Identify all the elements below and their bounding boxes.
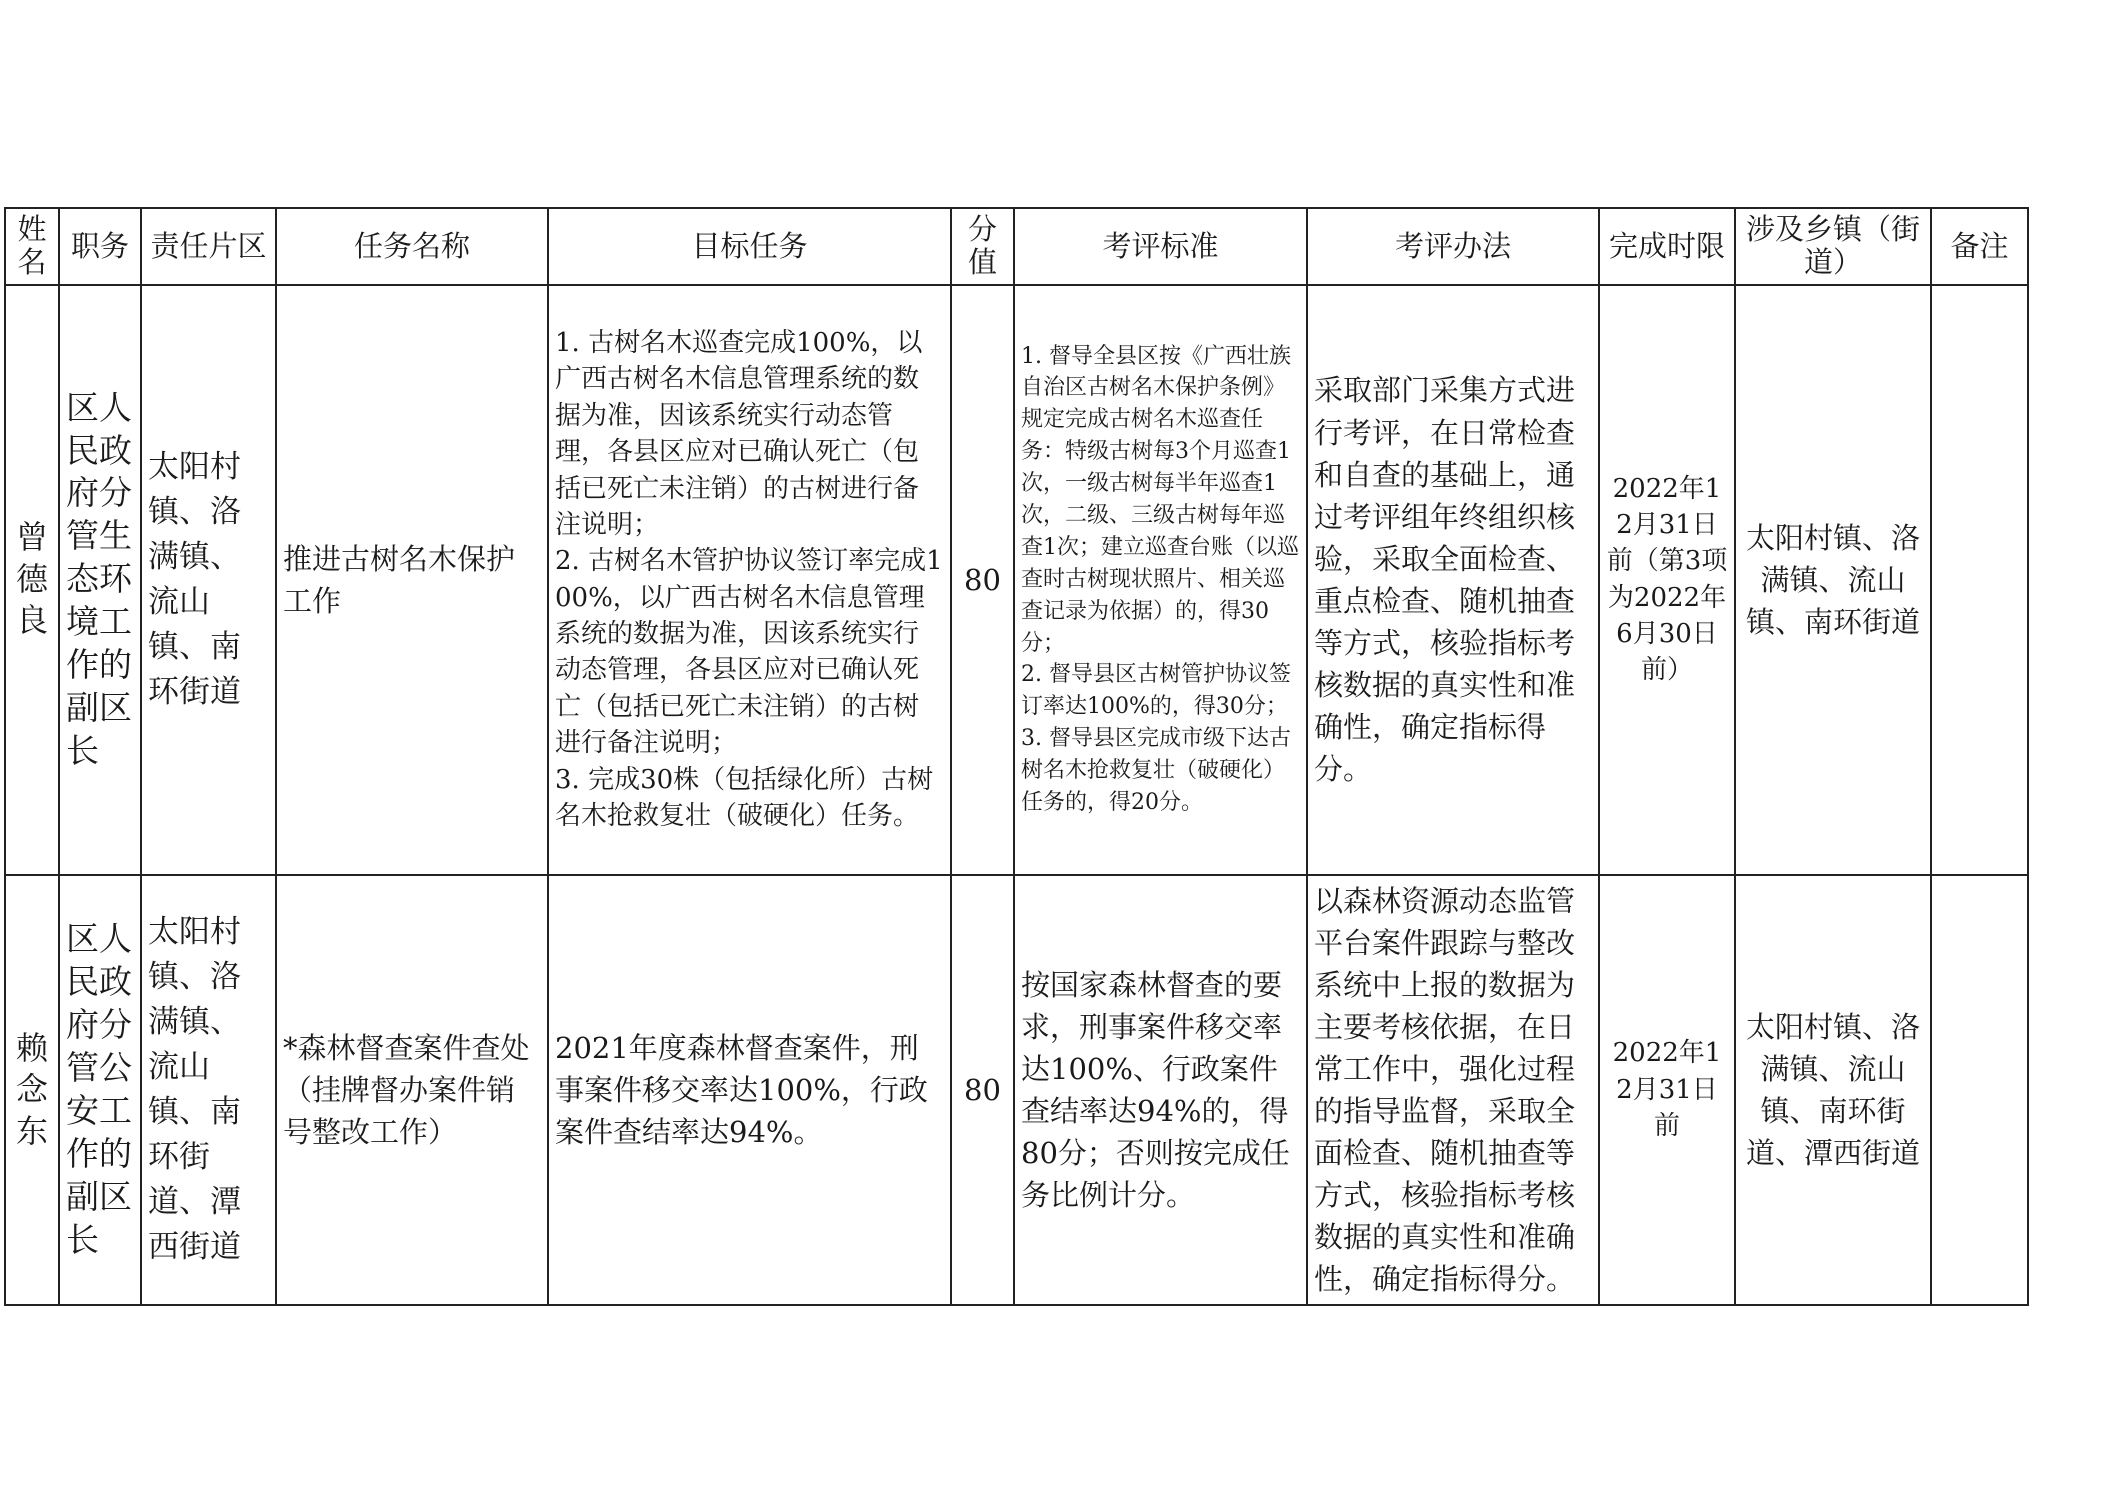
cell-area: 太阳村镇、洛满镇、流山镇、南环街道、潭西街道 bbox=[141, 875, 276, 1305]
cell-note bbox=[1931, 285, 2028, 875]
cell-name: 赖念东 bbox=[5, 875, 59, 1305]
cell-towns: 太阳村镇、洛满镇、流山镇、南环街道、潭西街道 bbox=[1735, 875, 1931, 1305]
cell-target: 2021年度森林督查案件，刑事案件移交率达100%，行政案件查结率达94%。 bbox=[548, 875, 951, 1305]
assessment-table bbox=[4, 207, 2029, 1306]
cell-note bbox=[1931, 875, 2028, 1305]
header-task: 任务名称 bbox=[276, 208, 548, 285]
cell-score: 80 bbox=[951, 875, 1014, 1305]
header-standard: 考评标准 bbox=[1014, 208, 1307, 285]
cell-standard: 1. 督导全县区按《广西壮族自治区古树名木保护条例》规定完成古树名木巡查任务：特级古树每3个月巡查1次，一级古树每半年巡查1次，二级、三级古树每年巡查1次；建立巡查台账（以巡查时古树现状照片、相关巡查记录为依据）的，得30分； 2. 督导县区古树管护协议签订率达100%的，得30分； 3. 督导县区完成市级下达古树名木抢救复壮（破硬化）任务的，得20分。 bbox=[1014, 285, 1307, 875]
header-duty: 职务 bbox=[59, 208, 141, 285]
cell-duty: 区人民政府分管生态环境工作的副区长 bbox=[59, 285, 141, 875]
cell-deadline: 2022年12月31日前（第3项为2022年6月30日前） bbox=[1599, 285, 1735, 875]
table-row bbox=[5, 285, 2028, 875]
cell-area: 太阳村镇、洛满镇、流山镇、南环街道 bbox=[141, 285, 276, 875]
header-area: 责任片区 bbox=[141, 208, 276, 285]
table-row bbox=[5, 875, 2028, 1305]
cell-task: 推进古树名木保护工作 bbox=[276, 285, 548, 875]
cell-deadline: 2022年12月31日前 bbox=[1599, 875, 1735, 1305]
header-target: 目标任务 bbox=[548, 208, 951, 285]
cell-score: 80 bbox=[951, 285, 1014, 875]
header-name: 姓名 bbox=[5, 208, 59, 285]
cell-towns: 太阳村镇、洛满镇、流山镇、南环街道 bbox=[1735, 285, 1931, 875]
cell-method: 采取部门采集方式进行考评，在日常检查和自查的基础上，通过考评组年终组织核验，采取全面检查、重点检查、随机抽查等方式，核验指标考核数据的真实性和准确性，确定指标得分。 bbox=[1307, 285, 1599, 875]
cell-method: 以森林资源动态监管平台案件跟踪与整改系统中上报的数据为主要考核依据，在日常工作中，强化过程的指导监督，采取全面检查、随机抽查等方式，核验指标考核数据的真实性和准确性，确定指标得分。 bbox=[1307, 875, 1599, 1305]
header-method: 考评办法 bbox=[1307, 208, 1599, 285]
cell-standard: 按国家森林督查的要求，刑事案件移交率达100%、行政案件查结率达94%的，得80分；否则按完成任务比例计分。 bbox=[1014, 875, 1307, 1305]
header-row bbox=[5, 208, 2028, 285]
header-towns: 涉及乡镇（街道） bbox=[1735, 208, 1931, 285]
cell-task: *森林督查案件查处（挂牌督办案件销号整改工作） bbox=[276, 875, 548, 1305]
header-deadline: 完成时限 bbox=[1599, 208, 1735, 285]
cell-target: 1. 古树名木巡查完成100%，以广西古树名木信息管理系统的数据为准，因该系统实行动态管理，各县区应对已确认死亡（包括已死亡未注销）的古树进行备注说明； 2. 古树名木管护协议签订率完成100%，以广西古树名木信息管理系统的数据为准，因该系统实行动态管理，各县区应对已确认死亡（包括已死亡未注销）的古树进行备注说明； 3. 完成30株（包括绿化所）古树名木抢救复壮（破硬化）任务。 bbox=[548, 285, 951, 875]
cell-name: 曾德良 bbox=[5, 285, 59, 875]
cell-duty: 区人民政府分管公安工作的副区长 bbox=[59, 875, 141, 1305]
header-score: 分值 bbox=[951, 208, 1014, 285]
header-note: 备注 bbox=[1931, 208, 2028, 285]
